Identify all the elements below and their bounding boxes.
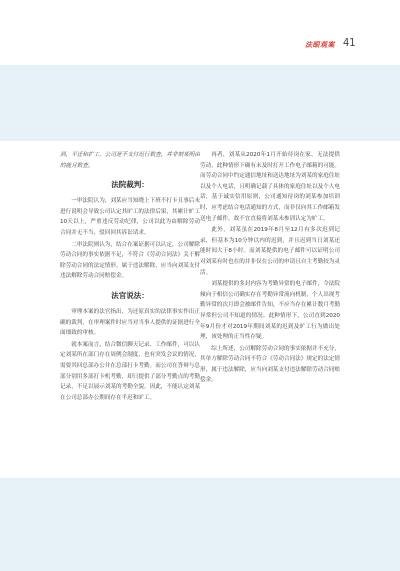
section-title-judge-comment: 法官说法：: [111, 290, 149, 300]
ruling-paragraph: 二审法院则认为，结合在案证据可以认定，公司解除劳动合同的事实依据不足，不符合《劳动合同法》关于解除劳动合同的法定情形，属于违法解除，应当向刘某支付违法解除劳动合同赔偿金。: [60, 241, 200, 280]
bottom-decorative-band: [0, 478, 400, 571]
body-paragraph: 刘某提供的多封内容为考勤异常的电子邮件，令法院倾向于相信公司确实存在考勤异常流向机制，个人出现考勤异常的次月即会被邮件告知，不应当存在累计数月考勤异常但公司不知道的情况。此种情形下，公司直到2020年9月份才对2019年期间刘某的迟到及旷工行为做出处理，该处理的正当性存疑。: [200, 281, 340, 341]
top-decorative-band: [0, 65, 400, 141]
page-header: [0, 0, 400, 64]
section-title-court-ruling: 法院裁判：: [111, 180, 149, 190]
ruling-paragraph: 一审法院认为，刘某应当知晓上下班不打卡且事后未进行说明会导致公司认定其旷工的法律后果，其累计旷工10天以上，严重违反劳动纪律，公司以此为由解除劳动合同并无不当，驳回回其诉讼请求。: [60, 198, 200, 236]
body-paragraph: 此外，刘某虽在2019年8月至12月有多次迟到记录，但基本为10分钟以内的迟到，并且迟到当日刘某还能时间大于8小时。而刘某提供的电子邮件可以证明公司对刘某有时也在的并非仅在公司的申请且自主考勤较为灵活。: [200, 227, 340, 276]
continued-paragraph: 到，平迁和扩工，公司是不支付迟行数查，并非刻某明由的能月数查。: [60, 152, 200, 169]
comment-paragraph: 就本案而言，结合微信聊天记录、工作邮件，可以认定刘某所在部门存在周例会制度，也有突发会议的情况，需要其回总部办公并在总部打卡考勤。而公司在答辩与总部分别用多部打卡机考勤，却只提供了部分考勤点的考勤记录，不足以展示刘某的考勤全貌。因此，不能认定刘某在公司总部办公期间存在半迟和旷工。: [60, 341, 200, 401]
comment-paragraph: 审理本案的法官指出，为还原真实的法律事实作出正确的裁判，在审理案件时应当对当事人提供的证据进行全面细致的审核。: [60, 308, 200, 337]
page-number: 41: [343, 36, 356, 49]
left-column: [60, 150, 200, 404]
body-paragraph: 综上所述，公司解除劳动合同的事实依据并不充分，其单方解除劳动合同不符合《劳动合同法》规定的法定情形，属于违法解除，应当向刘某支付违法解除劳动合同赔偿金。: [200, 345, 340, 384]
brand-logo: 法眼观案: [305, 41, 335, 49]
body-paragraph: 再者，刘某从2020年1月开始待岗在家，无法提供劳动，此种情形下确有未及时打开工作电子邮箱的可能。而劳动合同中约定通信地址和送达地址为刘某的家庭住址以及个人电话，且明确记载了具体的家庭住址以及个人电话，基于诚实信用原则，公司通知待岗的刘某参加培训时，应考虑结合电话通知的方式，而非仅向其工作邮箱发送电子邮件，故不宜直接将刘某未参训认定为旷工。: [200, 152, 340, 222]
right-column: [200, 150, 340, 387]
